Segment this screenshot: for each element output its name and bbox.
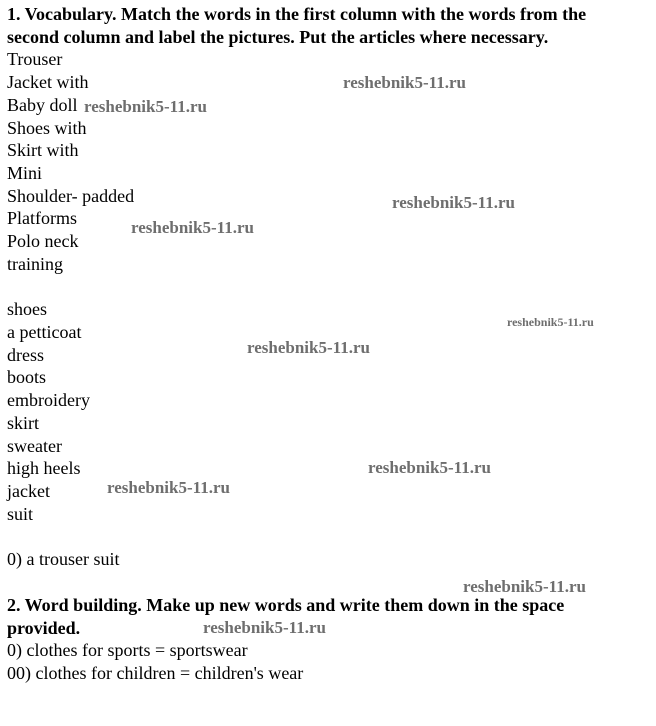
section2-example: 00) clothes for children = children's wear <box>7 663 304 683</box>
section2-heading-line2: provided. <box>7 618 81 638</box>
section1-heading-line2: second column and label the pictures. Put the articles where necessary. <box>7 27 549 47</box>
second-column-item: jacket <box>7 481 50 501</box>
section1-example: 0) a trouser suit <box>7 549 120 569</box>
watermark: reshebnik5-11.ru <box>463 577 586 596</box>
watermark: reshebnik5-11.ru <box>84 97 207 116</box>
watermark: reshebnik5-11.ru <box>247 338 370 357</box>
first-column-item: Trouser <box>7 49 63 69</box>
watermark: reshebnik5-11.ru <box>392 193 515 212</box>
watermark: reshebnik5-11.ru <box>507 315 594 329</box>
second-column-item: shoes <box>7 299 47 319</box>
section2-example: 0) clothes for sports = sportswear <box>7 640 248 660</box>
watermark: reshebnik5-11.ru <box>131 218 254 237</box>
second-column-item: embroidery <box>7 390 90 410</box>
second-column-item: dress <box>7 345 44 365</box>
watermark: reshebnik5-11.ru <box>368 458 491 477</box>
first-column-item: Skirt with <box>7 140 79 160</box>
second-column-item: sweater <box>7 436 62 456</box>
second-column-item: skirt <box>7 413 40 433</box>
first-column-item: training <box>7 254 63 274</box>
watermark: reshebnik5-11.ru <box>343 73 466 92</box>
second-column-item: high heels <box>7 458 81 478</box>
first-column-item: Shoulder- padded <box>7 186 135 206</box>
section1-heading-line1: 1. Vocabulary. Match the words in the first column with the words from the <box>7 4 587 24</box>
first-column-item: Platforms <box>7 208 77 228</box>
first-column-item: Mini <box>7 163 43 183</box>
first-column-item: Jacket with <box>7 72 89 92</box>
second-column-item: boots <box>7 367 47 387</box>
first-column-item: Baby doll <box>7 95 78 115</box>
second-column-item: a petticoat <box>7 322 82 342</box>
watermark: reshebnik5-11.ru <box>107 478 230 497</box>
watermark: reshebnik5-11.ru <box>203 618 326 637</box>
first-column-item: Shoes with <box>7 118 87 138</box>
second-column-item: suit <box>7 504 34 524</box>
section2-heading-line1: 2. Word building. Make up new words and write them down in the space <box>7 595 565 615</box>
first-column-item: Polo neck <box>7 231 79 251</box>
